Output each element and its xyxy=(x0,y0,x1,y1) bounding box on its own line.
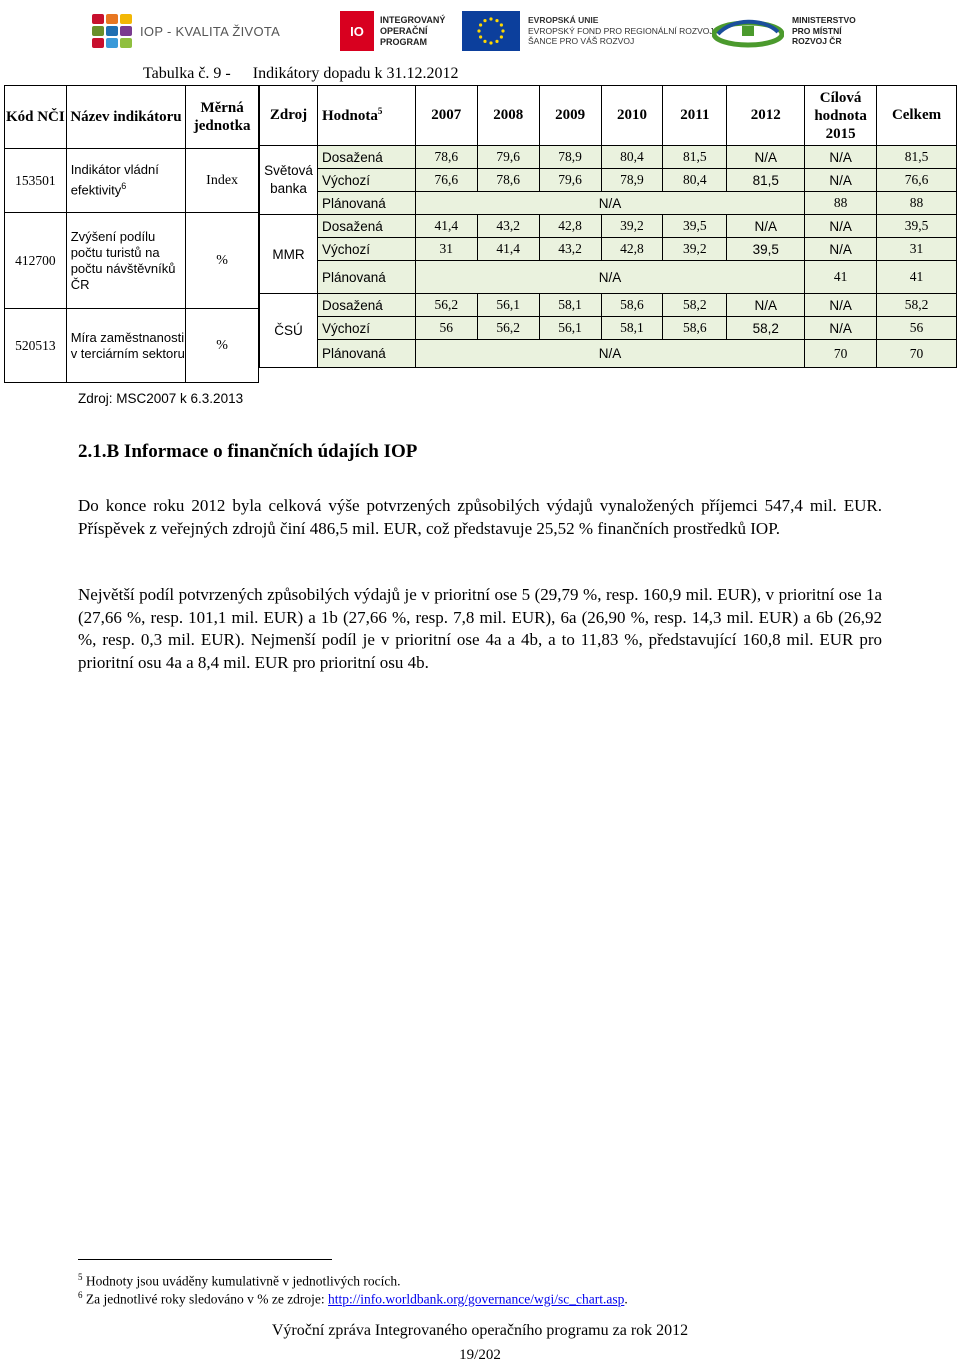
ministry-emblem-icon xyxy=(712,14,784,48)
target-cell: 41 xyxy=(805,261,877,294)
iop-logo-text: IOP - KVALITA ŽIVOTA xyxy=(140,23,281,39)
indicator-code: 412700 xyxy=(5,213,67,309)
total-cell: 81,5 xyxy=(877,146,957,169)
total-cell: 31 xyxy=(877,238,957,261)
col-header-year: 2010 xyxy=(601,86,663,146)
value-cell: 58,1 xyxy=(601,317,663,340)
value-cell: 41,4 xyxy=(415,215,477,238)
footnote-link[interactable]: http://info.worldbank.org/governance/wgi/sc_chart.asp xyxy=(328,1291,625,1307)
table-caption xyxy=(143,65,458,83)
value-cell: 42,8 xyxy=(539,215,601,238)
target-cell: N/A xyxy=(805,215,877,238)
value-type: Plánovaná xyxy=(317,192,415,215)
col-header-year: 2011 xyxy=(663,86,727,146)
iop-mark-square xyxy=(92,38,104,48)
source-cell: MMR xyxy=(260,215,318,294)
iop-mark-square xyxy=(92,26,104,36)
value-cell: 58,6 xyxy=(663,317,727,340)
source-cell: ČSÚ xyxy=(260,294,318,368)
eu-star-icon xyxy=(489,41,492,44)
col-header-year: 2008 xyxy=(477,86,539,146)
target-cell: 70 xyxy=(805,340,877,368)
value-cell: 42,8 xyxy=(601,238,663,261)
value-type: Plánovaná xyxy=(317,340,415,368)
target-cell: N/A xyxy=(805,146,877,169)
col-header-year: 2007 xyxy=(415,86,477,146)
eu-star-icon xyxy=(500,23,503,26)
col-header-year: 2012 xyxy=(727,86,805,146)
iop-mark-square xyxy=(106,26,118,36)
footer-title: Výroční zpráva Integrovaného operačního programu za rok 2012 xyxy=(271,1322,689,1339)
table-row xyxy=(5,213,259,309)
eu-star-icon xyxy=(489,17,492,20)
indicator-code: 520513 xyxy=(5,309,67,383)
value-cell: 58,2 xyxy=(727,317,805,340)
eu-star-icon xyxy=(500,35,503,38)
target-cell: N/A xyxy=(805,294,877,317)
value-cell: 41,4 xyxy=(477,238,539,261)
value-cell: 79,6 xyxy=(477,146,539,169)
target-cell: N/A xyxy=(805,169,877,192)
value-cell: 81,5 xyxy=(663,146,727,169)
value-cell: 31 xyxy=(415,238,477,261)
col-header-hodnota: Hodnota$^5$ xyxy=(317,86,415,146)
value-cell: 43,2 xyxy=(477,215,539,238)
value-cell: 79,6 xyxy=(539,169,601,192)
col-header-total: Celkem xyxy=(877,86,957,146)
value-type: Výchozí xyxy=(317,317,415,340)
table-row xyxy=(260,294,957,317)
target-cell: 88 xyxy=(805,192,877,215)
value-type: Dosažená xyxy=(317,215,415,238)
iop-mark-square xyxy=(120,14,132,24)
col-header-target: Cílová hodnota 2015 xyxy=(805,86,877,146)
value-cell: 78,6 xyxy=(477,169,539,192)
iop-logo xyxy=(92,8,280,54)
table-row xyxy=(260,169,957,192)
eu-star-icon xyxy=(495,40,498,43)
source-cell: Světová banka xyxy=(260,146,318,215)
eu-logo xyxy=(462,8,714,54)
eu-logo-line: ŠANCE PRO VÁŠ ROZVOJ xyxy=(528,36,635,47)
value-cell: 56,1 xyxy=(539,317,601,340)
target-cell: N/A xyxy=(805,238,877,261)
indicator-name: Míra zaměstnanosti v terciárním sektoru xyxy=(66,309,186,383)
body-paragraph: Největší podíl potvrzených způsobilých výdajů je v prioritní ose 5 (29,79 %, resp. 160,9 mil. EUR), v prioritní ose 1a (27,66 %, resp. 101,1 mil. EUR) a 1b (27,66 %, resp. 7,8 mil. EUR), 6a (26,90 %, resp. 14,3 mil. EUR) a 6b (26,92 %, resp. 0,3 mil. EUR). Nejmenší podíl je v prioritní ose 4a a 4b, a to 11,83 %, představující 160,8 mil. EUR pro prioritní osu 4a a 8,4 mil. EUR pro prioritní osu 4b. xyxy=(78,585,882,673)
table-row xyxy=(260,146,957,169)
table-header-row xyxy=(5,86,259,149)
col-header-zdroj: Zdroj xyxy=(260,86,318,146)
merged-value-cell: N/A xyxy=(415,192,804,215)
value-cell: 80,4 xyxy=(663,169,727,192)
value-cell: 39,5 xyxy=(663,215,727,238)
indicator-unit: % xyxy=(186,309,259,383)
footnote-ref: 5 xyxy=(377,106,383,116)
table-row xyxy=(5,309,259,383)
value-type: Dosažená xyxy=(317,146,415,169)
value-type: Výchozí xyxy=(317,169,415,192)
ministry-logo-line: ROZVOJ ČR xyxy=(792,36,842,47)
io-logo-line: INTEGROVANÝ xyxy=(380,14,446,25)
section-heading: 2.1.B Informace o finančních údajích IOP xyxy=(78,441,418,462)
footnote-number: 6 xyxy=(78,1290,83,1300)
total-cell: 41 xyxy=(877,261,957,294)
ministry-logo xyxy=(712,8,856,54)
table-header-row xyxy=(260,86,957,146)
eu-stars-icon xyxy=(462,11,520,51)
table-number: Tabulka č. 9 - xyxy=(143,65,231,82)
table-row xyxy=(260,317,957,340)
eu-star-icon xyxy=(479,35,482,38)
iop-mark-square xyxy=(120,26,132,36)
value-cell: 81,5 xyxy=(727,169,805,192)
value-cell: 78,9 xyxy=(601,169,663,192)
eu-flag-icon xyxy=(462,11,520,51)
iop-logo-mark-icon xyxy=(92,14,132,48)
total-cell: 88 xyxy=(877,192,957,215)
value-cell: 39,2 xyxy=(601,215,663,238)
table-title: Indikátory dopadu k 31.12.2012 xyxy=(252,65,459,82)
value-type: Plánovaná xyxy=(317,261,415,294)
indicator-name: Zvýšení podílu počtu turistů na počtu návštěvníků ČR xyxy=(66,213,186,309)
value-cell: N/A xyxy=(727,146,805,169)
footnote-ref: 6 xyxy=(121,181,127,192)
value-cell: N/A xyxy=(727,215,805,238)
value-cell: 43,2 xyxy=(539,238,601,261)
indicator-unit: % xyxy=(186,213,259,309)
indicator-unit: Index xyxy=(186,149,259,213)
total-cell: 56 xyxy=(877,317,957,340)
iop-mark-square xyxy=(92,14,104,24)
value-cell: 80,4 xyxy=(601,146,663,169)
value-cell: 78,9 xyxy=(539,146,601,169)
total-cell: 39,5 xyxy=(877,215,957,238)
iop-mark-square xyxy=(106,38,118,48)
value-cell: 39,5 xyxy=(727,238,805,261)
indicator-table-left xyxy=(4,85,259,383)
value-cell: 58,6 xyxy=(601,294,663,317)
ministry-logo-line: MINISTERSTVO xyxy=(792,15,856,26)
value-cell: 39,2 xyxy=(663,238,727,261)
table-row xyxy=(5,149,259,213)
io-logo-line: PROGRAM xyxy=(380,36,427,47)
ministry-logo-line: PRO MÍSTNÍ xyxy=(792,25,842,36)
body-paragraph: Do konce roku 2012 byla celková výše potvrzených způsobilých výdajů vynaložených příjemci 547,4 mil. EUR. Příspěvek z veřejných zdrojů činí 486,5 mil. EUR, což představuje 25,52 % finančních prostředků IOP. xyxy=(78,496,882,538)
value-type: Výchozí xyxy=(317,238,415,261)
footnote-text: Hodnoty jsou uváděny kumulativně v jednotlivých rocích. xyxy=(85,1273,401,1289)
col-header-kod: Kód NČI xyxy=(5,86,67,149)
col-header-jednotka: Měrná jednotka xyxy=(186,86,259,149)
eu-logo-line: EVROPSKÁ UNIE xyxy=(528,15,599,26)
value-cell: 56 xyxy=(415,317,477,340)
io-logo-mark-icon: IO xyxy=(340,11,374,51)
value-cell: 58,2 xyxy=(663,294,727,317)
table-source-note: Zdroj: MSC2007 k 6.3.2013 xyxy=(78,391,244,406)
iop-mark-square xyxy=(106,14,118,24)
eu-star-icon xyxy=(483,40,486,43)
footnote-number: 5 xyxy=(78,1272,83,1282)
merged-value-cell: N/A xyxy=(415,340,804,368)
io-logo xyxy=(340,8,445,54)
value-cell: 78,6 xyxy=(415,146,477,169)
value-cell: 56,2 xyxy=(415,294,477,317)
target-cell: N/A xyxy=(805,317,877,340)
table-row xyxy=(260,340,957,368)
table-row xyxy=(260,215,957,238)
col-header-year: 2009 xyxy=(539,86,601,146)
table-row xyxy=(260,238,957,261)
total-cell: 58,2 xyxy=(877,294,957,317)
eu-star-icon xyxy=(477,29,480,32)
footnote-text: Za jednotlivé roky sledováno v % ze zdroje: xyxy=(85,1291,329,1307)
table-row xyxy=(260,192,957,215)
page-number: 19/202 xyxy=(459,1347,501,1363)
eu-star-icon xyxy=(501,29,504,32)
table-row xyxy=(260,261,957,294)
indicator-code: 153501 xyxy=(5,149,67,213)
footnote-separator xyxy=(78,1259,332,1260)
eu-star-icon xyxy=(483,19,486,22)
iop-mark-square xyxy=(120,38,132,48)
io-logo-line: OPERAČNÍ xyxy=(380,25,428,36)
indicator-table-right xyxy=(259,85,957,368)
footnote-text-end: . xyxy=(624,1291,628,1307)
value-type: Dosažená xyxy=(317,294,415,317)
col-header-nazev: Název indikátoru xyxy=(66,86,186,149)
value-cell: N/A xyxy=(727,294,805,317)
eu-star-icon xyxy=(479,23,482,26)
eu-logo-line: EVROPSKÝ FOND PRO REGIONÁLNÍ ROZVOJ xyxy=(528,25,714,36)
eu-star-icon xyxy=(495,19,498,22)
value-cell: 58,1 xyxy=(539,294,601,317)
value-cell: 56,2 xyxy=(477,317,539,340)
value-cell: 56,1 xyxy=(477,294,539,317)
indicator-name: Indikátor vládní efektivity$^6$ xyxy=(66,149,186,213)
total-cell: 70 xyxy=(877,340,957,368)
total-cell: 76,6 xyxy=(877,169,957,192)
value-cell: 76,6 xyxy=(415,169,477,192)
footnote xyxy=(78,1286,628,1309)
merged-value-cell: N/A xyxy=(415,261,804,294)
